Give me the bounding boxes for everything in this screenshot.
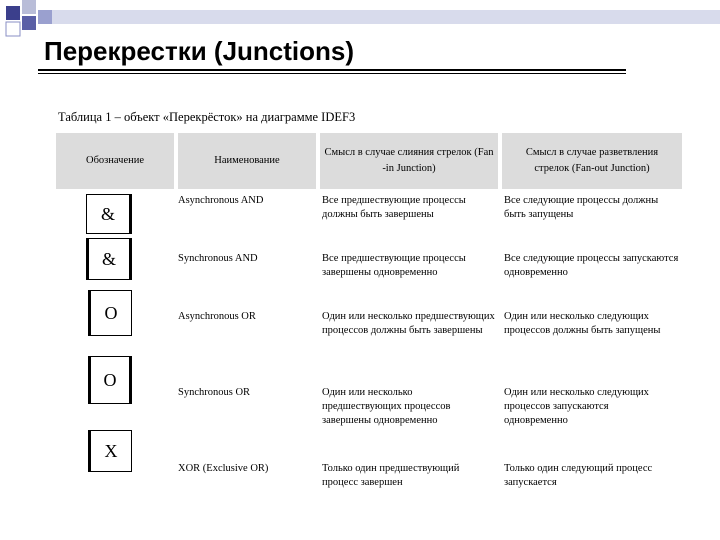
junction-symbol-async-and — [86, 194, 132, 234]
title-underline-thin — [38, 73, 626, 74]
row-fan-in: Один или несколько предшествующих процессов завершены одновременно — [322, 387, 451, 426]
row-fan-in: Только один предшествующий процесс завершен — [322, 463, 460, 488]
header-name: Наименование — [178, 133, 316, 189]
table-caption: Таблица 1 – объект «Перекрёсток» на диаграмме IDEF3 — [58, 110, 356, 124]
row-name: Synchronous OR — [178, 387, 251, 398]
row-fan-out: Все следующие процессы должны быть запущены — [504, 195, 659, 220]
junction-symbol-xor — [88, 430, 132, 472]
junction-symbol-text: O — [104, 302, 118, 323]
row-fan-out: Один или несколько следующих процессов запускаются одновременно — [504, 387, 649, 426]
row-name: Synchronous AND — [178, 253, 258, 264]
header-designation: Обозначение — [56, 133, 174, 189]
junction-symbol-text: & — [101, 248, 116, 269]
row-fan-in: Все предшествующие процессы должны быть завершены — [322, 195, 466, 220]
row-fan-in: Все предшествующие процессы завершены одновременно — [322, 253, 466, 278]
junction-symbol-async-or — [88, 290, 132, 336]
row-name: Asynchronous OR — [178, 311, 256, 322]
slide-title: Перекрестки (Junctions) — [44, 36, 355, 66]
row-fan-out: Только один следующий процесс запускается — [504, 463, 653, 488]
row-fan-out: Один или несколько следующих процессов должны быть запущены — [504, 311, 661, 336]
junction-symbol-sync-or — [88, 356, 132, 404]
junction-symbol-text: & — [100, 203, 115, 224]
row-fan-out: Все следующие процессы запускаются одновременно — [504, 253, 679, 278]
junction-symbol-text: X — [104, 440, 118, 461]
row-name: XOR (Exclusive OR) — [178, 463, 269, 474]
junction-symbol-text: O — [103, 369, 117, 390]
header-fan-out: Смысл в случае разветвления стрелок (Fan-out Junction) — [502, 133, 682, 189]
junction-symbol-sync-and — [86, 238, 132, 280]
header-fan-in: Смысл в случае слияния стрелок (Fan -in Junction) — [320, 133, 498, 189]
title-underline — [38, 69, 626, 71]
row-fan-in: Один или несколько предшествующих процессов должны быть завершены — [322, 311, 495, 336]
decorative-header-squares — [0, 0, 720, 40]
row-name: Asynchronous AND — [178, 195, 264, 206]
